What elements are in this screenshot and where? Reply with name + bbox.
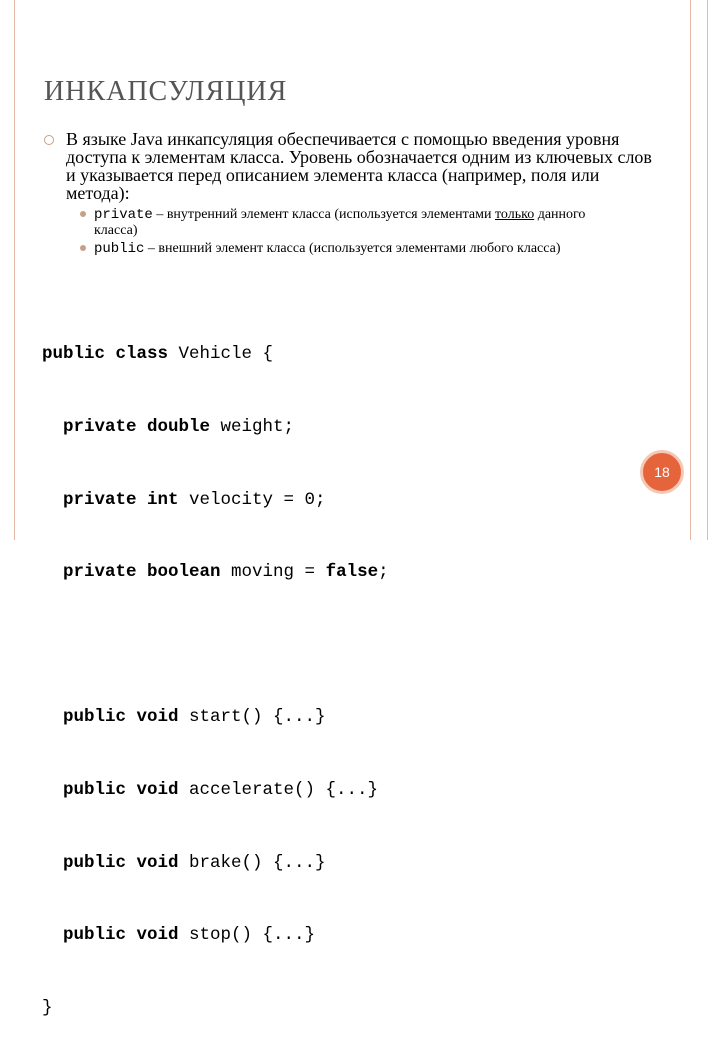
- sub1-underlined: только: [494, 207, 535, 222]
- bullet-dot-icon: [80, 211, 86, 217]
- code-keyword: private boolean: [42, 562, 221, 583]
- keyword-private: private: [94, 207, 153, 223]
- code-keyword: private int: [42, 489, 179, 510]
- code-text: accelerate() {...}: [178, 779, 379, 800]
- code-keyword: private double: [42, 417, 211, 437]
- bullet-main-text: В языке Java инкапсуляция обеспечивается с помощью введения уровня доступа к элементам класса. Уровень обозначается одним из ключевых слов и указывается перед описанием элемента класса (например, поля или метода):: [66, 129, 652, 203]
- code-text: moving =: [220, 562, 326, 583]
- code-keyword: public void: [42, 779, 179, 800]
- slide-title: ИНКАПСУЛЯЦИЯ: [44, 76, 288, 107]
- code-keyword: public class: [42, 344, 169, 365]
- bullet-main: [44, 130, 664, 202]
- keyword-public: public: [94, 241, 145, 257]
- code-line: [42, 923, 389, 947]
- code-line: [42, 778, 389, 802]
- code-keyword: public void: [42, 852, 179, 873]
- code-keyword: public void: [42, 925, 179, 946]
- code-line: [42, 851, 389, 875]
- sub-bullet-public: [80, 241, 620, 257]
- code-line: [42, 996, 389, 1020]
- code-text: velocity = 0;: [178, 489, 326, 510]
- bullet-dot-icon: [80, 245, 86, 251]
- code-line: [42, 415, 389, 439]
- bullet-circle-icon: [44, 135, 54, 145]
- slide-frame-right-bar: [690, 0, 708, 540]
- code-line: [42, 705, 389, 729]
- code-text: }: [42, 997, 53, 1018]
- code-text: brake() {...}: [178, 852, 326, 873]
- page-number-badge: 18: [640, 450, 684, 494]
- code-text: Vehicle {: [168, 344, 274, 365]
- code-line-empty: [42, 633, 389, 657]
- sub-bullet-private-text: [94, 207, 620, 239]
- sub-bullet-private: [80, 207, 620, 239]
- sub1-text-a: – внутренний элемент класса (используется элементами: [152, 207, 495, 222]
- code-line: [42, 342, 389, 366]
- code-keyword: false: [325, 562, 379, 583]
- sub2-text: – внешний элемент класса (используется элементами любого класса): [144, 241, 561, 256]
- code-line: [42, 560, 389, 584]
- slide-frame-left-line: [14, 0, 15, 540]
- code-text: start() {...}: [178, 707, 326, 728]
- code-line: [42, 488, 389, 512]
- code-text: weight;: [210, 417, 295, 437]
- code-block: [42, 294, 389, 1044]
- code-keyword: public void: [42, 707, 179, 728]
- sub1-text-b: данного класса): [94, 207, 586, 238]
- code-text: ;: [378, 562, 389, 583]
- sub-bullet-public-text: [94, 241, 620, 257]
- code-text: stop() {...}: [178, 925, 316, 946]
